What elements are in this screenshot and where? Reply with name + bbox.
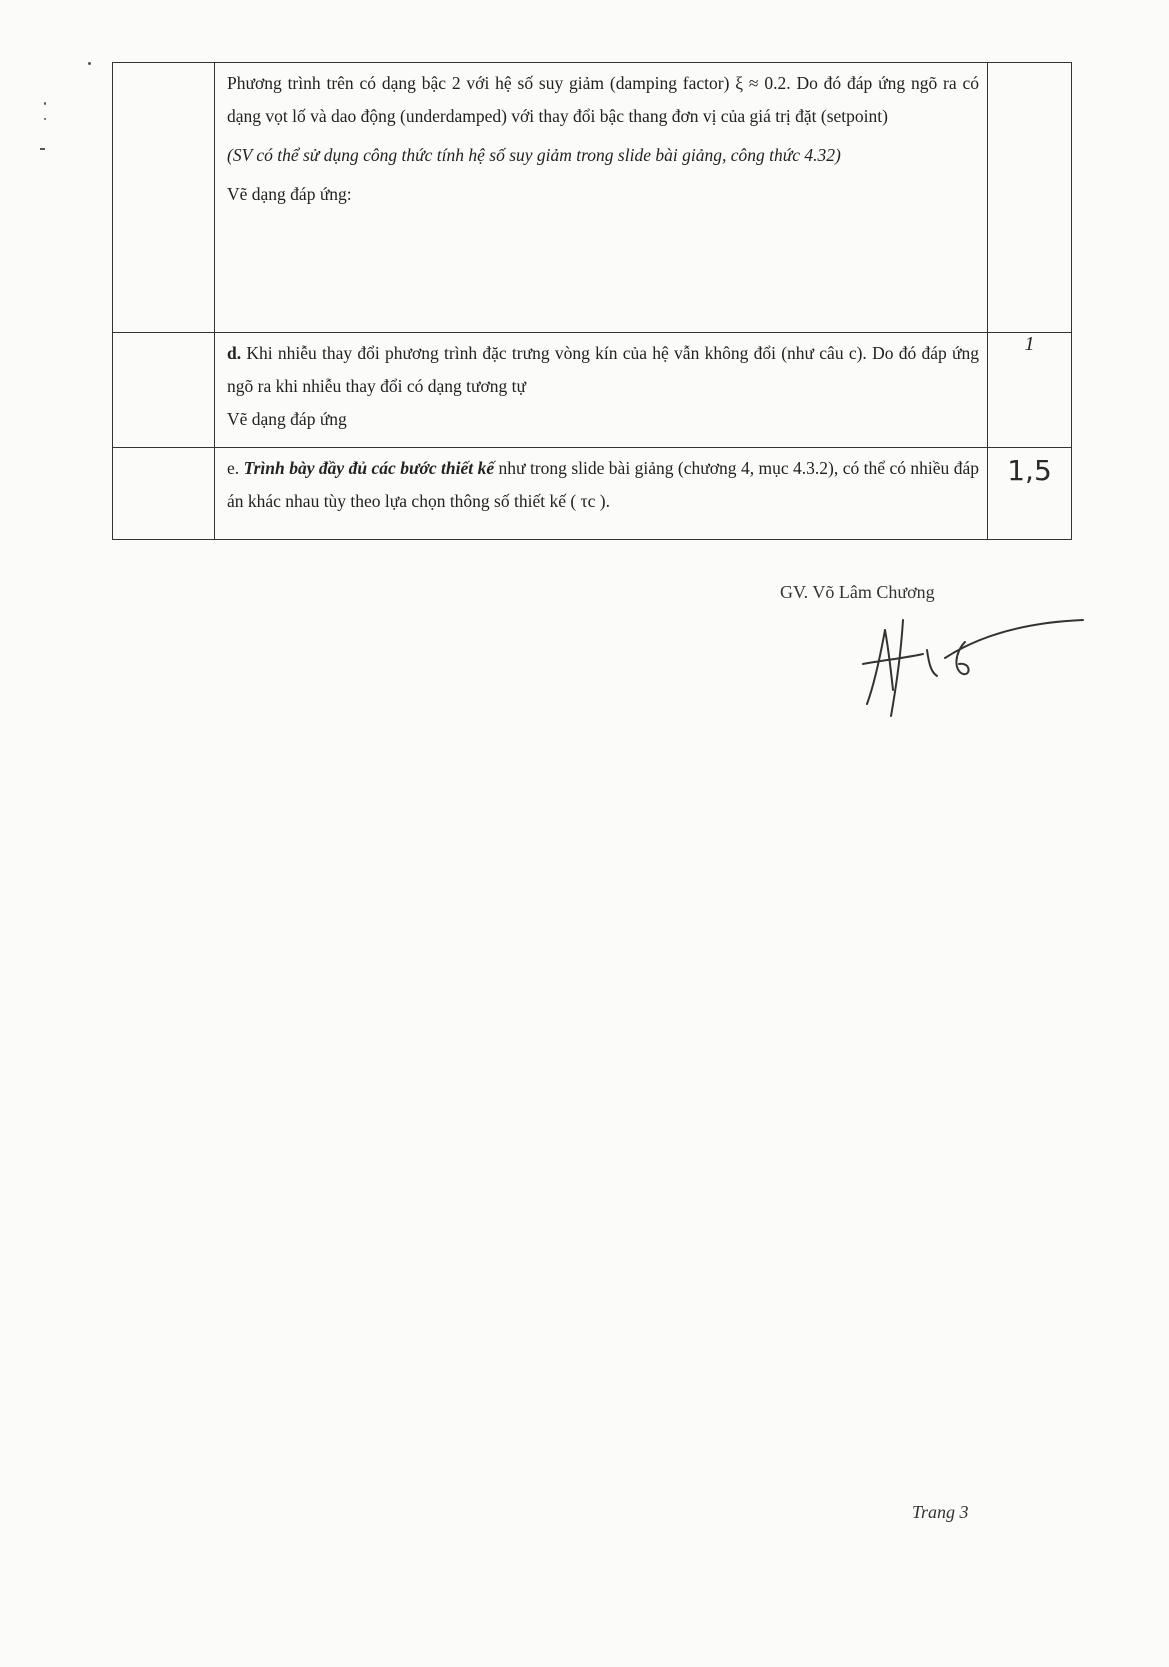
scan-speck	[88, 62, 91, 65]
answer-e-text: như trong slide bài giảng (chương 4, mục 4.3.2), có thể có nhiều đáp án khác nhau tùy theo lựa chọn thông số thiết kế ( τc ).	[227, 458, 979, 511]
answer-c-paragraph: Phương trình trên có dạng bậc 2 với hệ số suy giảm (damping factor) ξ ≈ 0.2. Do đó đáp ứng ngõ ra có dạng vọt lố và dao động (underdamped) với thay đổi bậc thang đơn vị của giá trị đặt (setpoint)	[227, 73, 979, 126]
score-cell-c	[988, 63, 1072, 333]
answer-d-label: d.	[227, 343, 242, 363]
empty-cell	[113, 63, 215, 333]
table-row-e	[113, 448, 1072, 540]
empty-cell	[113, 448, 215, 540]
page-number: Trang 3	[912, 1502, 969, 1522]
scan-speck	[40, 148, 45, 150]
answer-cell-d	[215, 333, 988, 448]
answer-e-emphasis: Trình bày đầy đủ các bước thiết kế	[243, 458, 495, 478]
score-cell-d: 1	[988, 333, 1072, 448]
answer-cell-c	[215, 63, 988, 333]
teacher-name: GV. Võ Lâm Chương	[780, 582, 935, 602]
answer-c-note: (SV có thể sử dụng công thức tính hệ số suy giảm trong slide bài giảng, công thức 4.32)	[227, 145, 841, 165]
empty-cell	[113, 333, 215, 448]
answer-d-draw: Vẽ dạng đáp ứng	[227, 409, 347, 429]
table-row-d	[113, 333, 1072, 448]
score-cell-e: 1,5	[988, 448, 1072, 540]
scan-speck	[44, 118, 46, 120]
teacher-signature	[845, 612, 1085, 727]
answer-d-paragraph	[227, 337, 979, 403]
scan-speck	[44, 102, 46, 105]
answer-table	[112, 62, 1072, 540]
answer-cell-e	[215, 448, 988, 540]
answer-c-draw: Vẽ dạng đáp ứng:	[227, 184, 352, 204]
table-row-c	[113, 63, 1072, 333]
answer-e-label: e.	[227, 458, 244, 478]
answer-d-text: Khi nhiễu thay đổi phương trình đặc trưng vòng kín của hệ vẫn không đổi (như câu c). Do đó đáp ứng ngõ ra khi nhiễu thay đổi có dạng tương tự	[227, 343, 979, 396]
answer-e-paragraph	[227, 452, 979, 518]
